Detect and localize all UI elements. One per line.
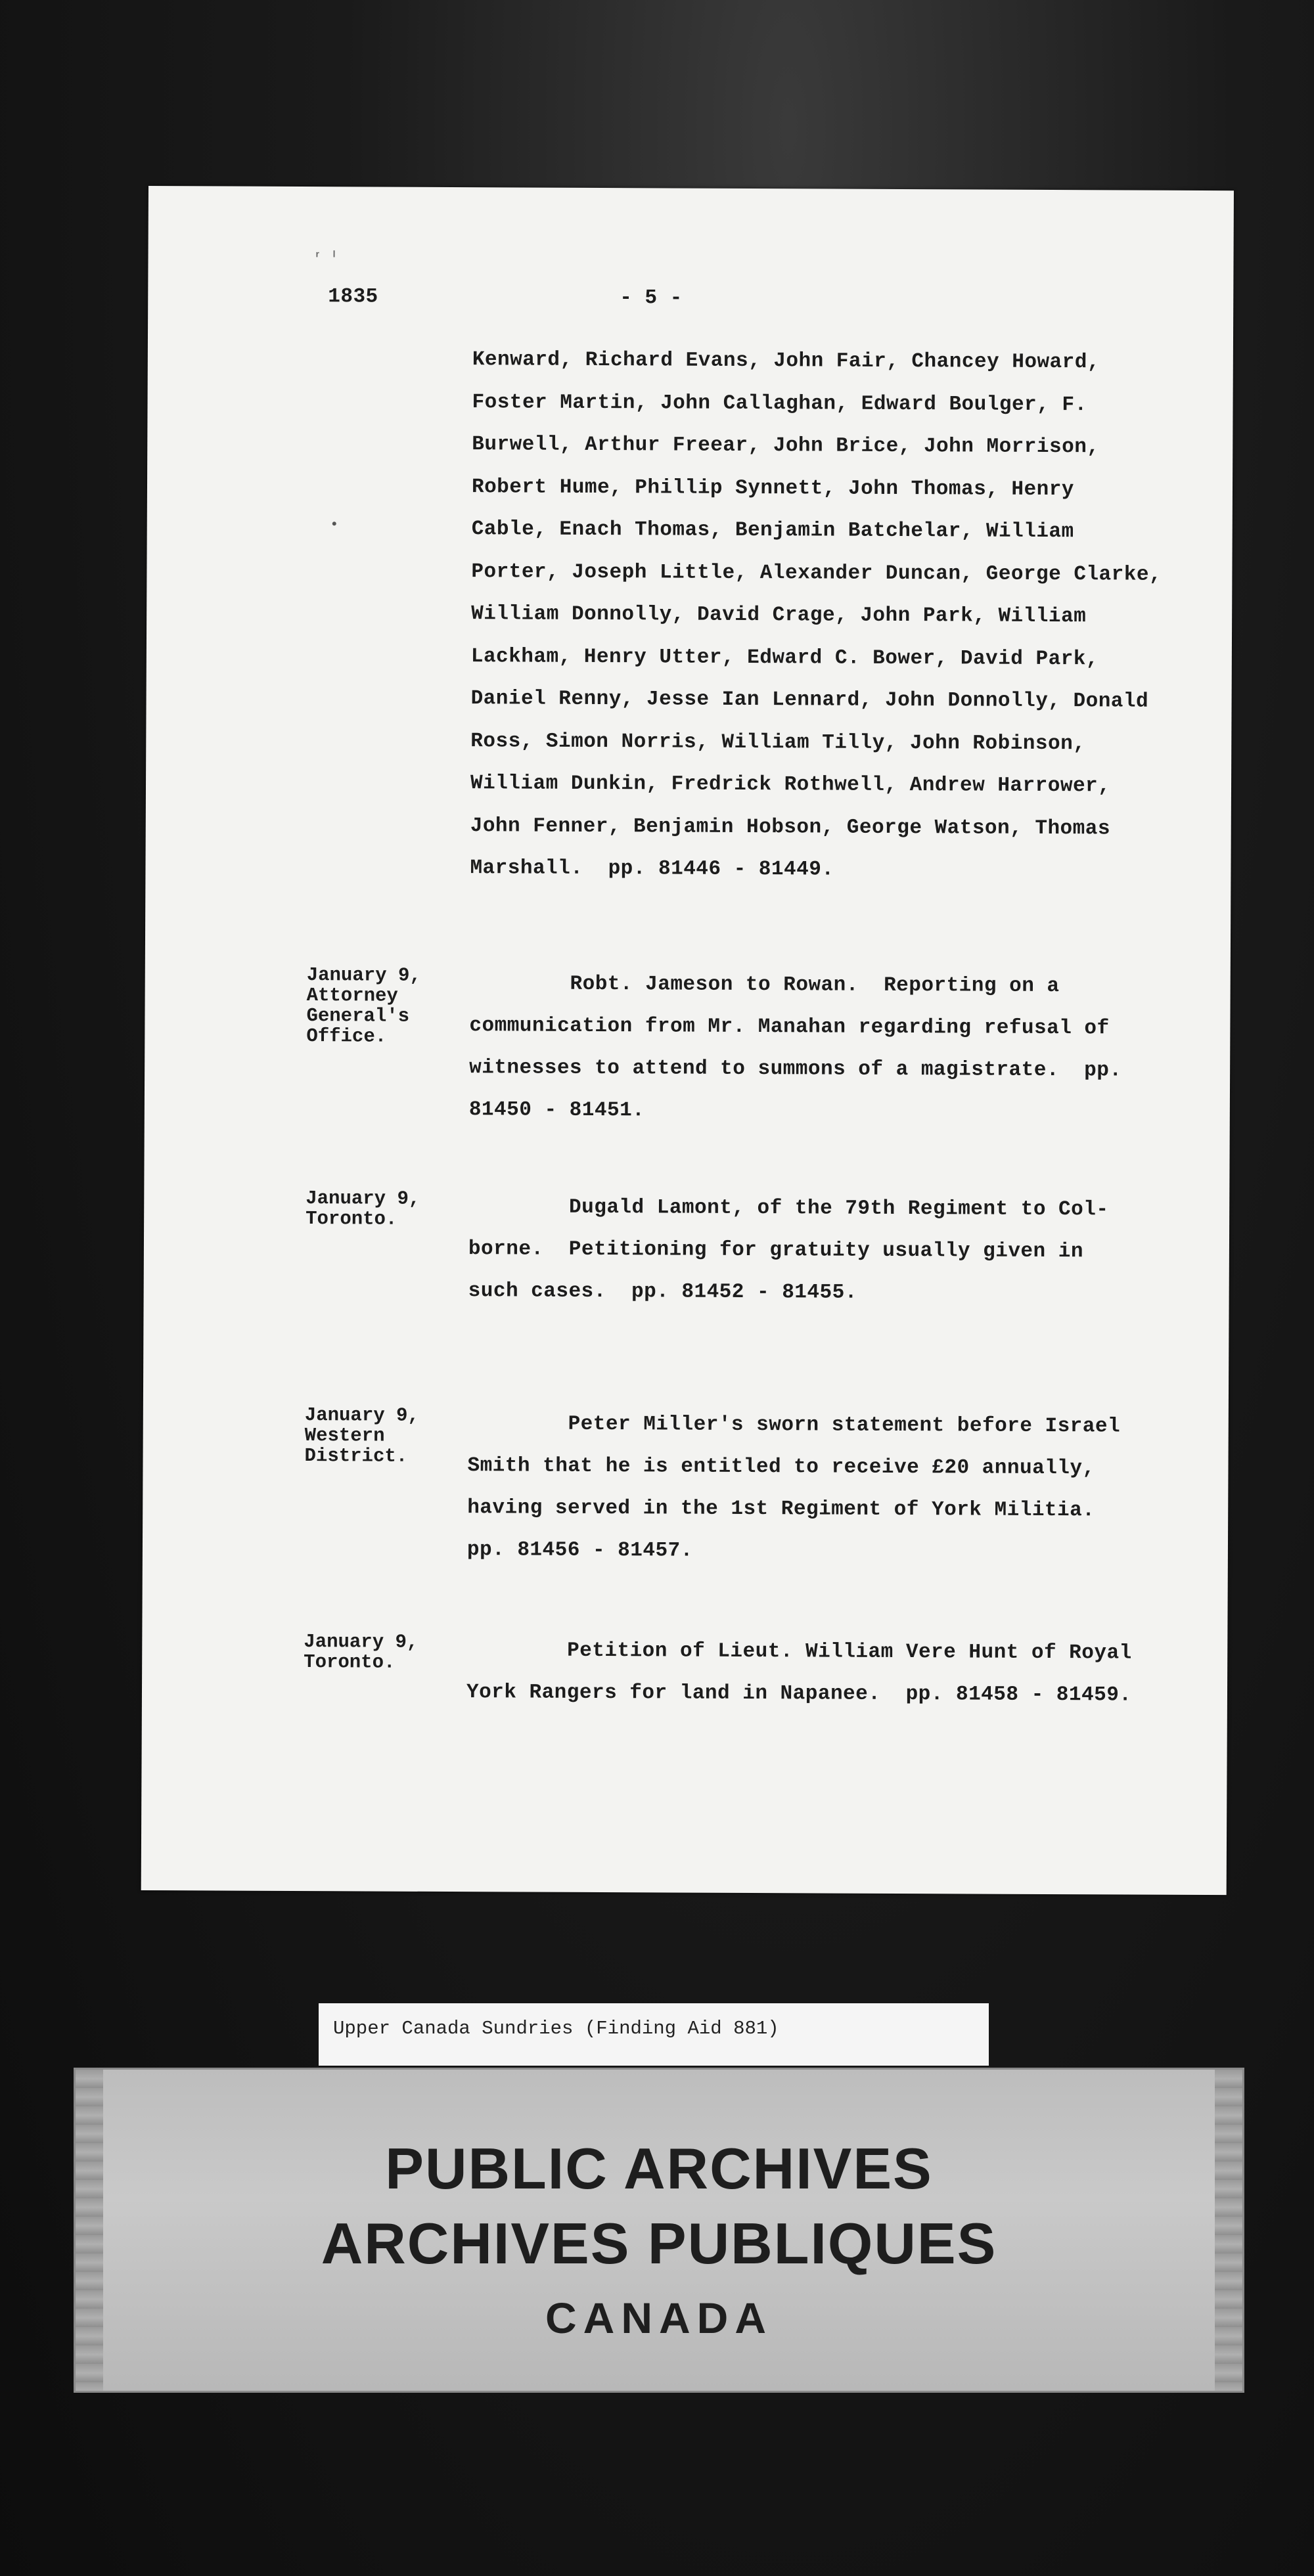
entry-margin-note: January 9, Western District.	[304, 1404, 419, 1467]
continuation-line: William Donnolly, David Crage, John Park, William	[471, 602, 1087, 629]
continuation-line: Burwell, Arthur Freear, John Brice, John Morrison,	[472, 433, 1100, 459]
entry-line: Peter Miller's sworn statement before Israel	[467, 1412, 1121, 1438]
continuation-line: Marshall. pp. 81446 - 81449.	[470, 856, 834, 881]
stamp-line-archives-publiques: ARCHIVES PUBLIQUES	[321, 2211, 997, 2276]
continuation-line: Robert Hume, Phillip Synnett, John Thomas, Henry	[471, 475, 1075, 501]
stamp-line-public-archives: PUBLIC ARCHIVES	[385, 2136, 933, 2201]
entry-line: Dugald Lamont, of the 79th Regiment to Col-	[468, 1195, 1109, 1222]
continuation-line: William Dunkin, Fredrick Rothwell, Andrew Harrower,	[470, 772, 1111, 798]
entry-line: Robt. Jameson to Rowan. Reporting on a	[469, 972, 1060, 998]
entry-margin-note: January 9, Toronto.	[306, 1188, 420, 1230]
entry-line: 81450 - 81451.	[468, 1098, 645, 1122]
continuation-line: Lackham, Henry Utter, Edward C. Bower, David Park,	[470, 644, 1099, 671]
entry-line: borne. Petitioning for gratuity usually given in	[468, 1237, 1084, 1264]
entry-line: witnesses to attend to summons of a magistrate. pp.	[469, 1056, 1122, 1082]
entry-line: Petition of Lieut. William Vere Hunt of Royal	[466, 1639, 1132, 1665]
entry-line: having served in the 1st Regiment of York Militia.	[467, 1496, 1095, 1522]
entry-margin-note: January 9, Toronto.	[304, 1631, 419, 1674]
continuation-line: Foster Martin, John Callaghan, Edward Boulger, F.	[472, 390, 1087, 416]
entry-margin-note: January 9, Attorney General's Office.	[306, 964, 421, 1048]
page-year: 1835	[328, 285, 378, 309]
page-number: - 5 -	[620, 286, 683, 310]
entry-line: pp. 81456 - 81457.	[466, 1538, 693, 1563]
continuation-line: Porter, Joseph Little, Alexander Duncan, George Clarke,	[471, 560, 1162, 587]
paper-mark: ʳ ˡ	[313, 250, 339, 265]
continuation-line: John Fenner, Benjamin Hobson, George Watson, Thomas	[470, 814, 1111, 840]
continuation-line: Kenward, Richard Evans, John Fair, Chancey Howard,	[472, 348, 1100, 374]
stamp-line-canada: CANADA	[545, 2294, 773, 2342]
entry-line: Smith that he is entitled to receive £20 annually,	[467, 1454, 1095, 1480]
finding-aid-label	[319, 2003, 989, 2066]
finding-aid-text: Upper Canada Sundries (Finding Aid 881)	[333, 2018, 779, 2039]
entry-line: communication from Mr. Manahan regarding refusal of	[469, 1014, 1110, 1040]
archives-stamp	[74, 2068, 1244, 2393]
entry-line: such cases. pp. 81452 - 81455.	[468, 1279, 857, 1304]
continuation-line: Daniel Renny, Jesse Ian Lennard, John Donnolly, Donald	[470, 687, 1149, 713]
entry-line: York Rangers for land in Napanee. pp. 81458 - 81459.	[466, 1681, 1132, 1707]
continuation-line: Ross, Simon Norris, William Tilly, John Robinson,	[470, 729, 1086, 755]
typed-page	[141, 186, 1234, 1895]
continuation-line: Cable, Enach Thomas, Benjamin Batchelar, William	[471, 518, 1074, 544]
ink-speck	[332, 522, 336, 525]
